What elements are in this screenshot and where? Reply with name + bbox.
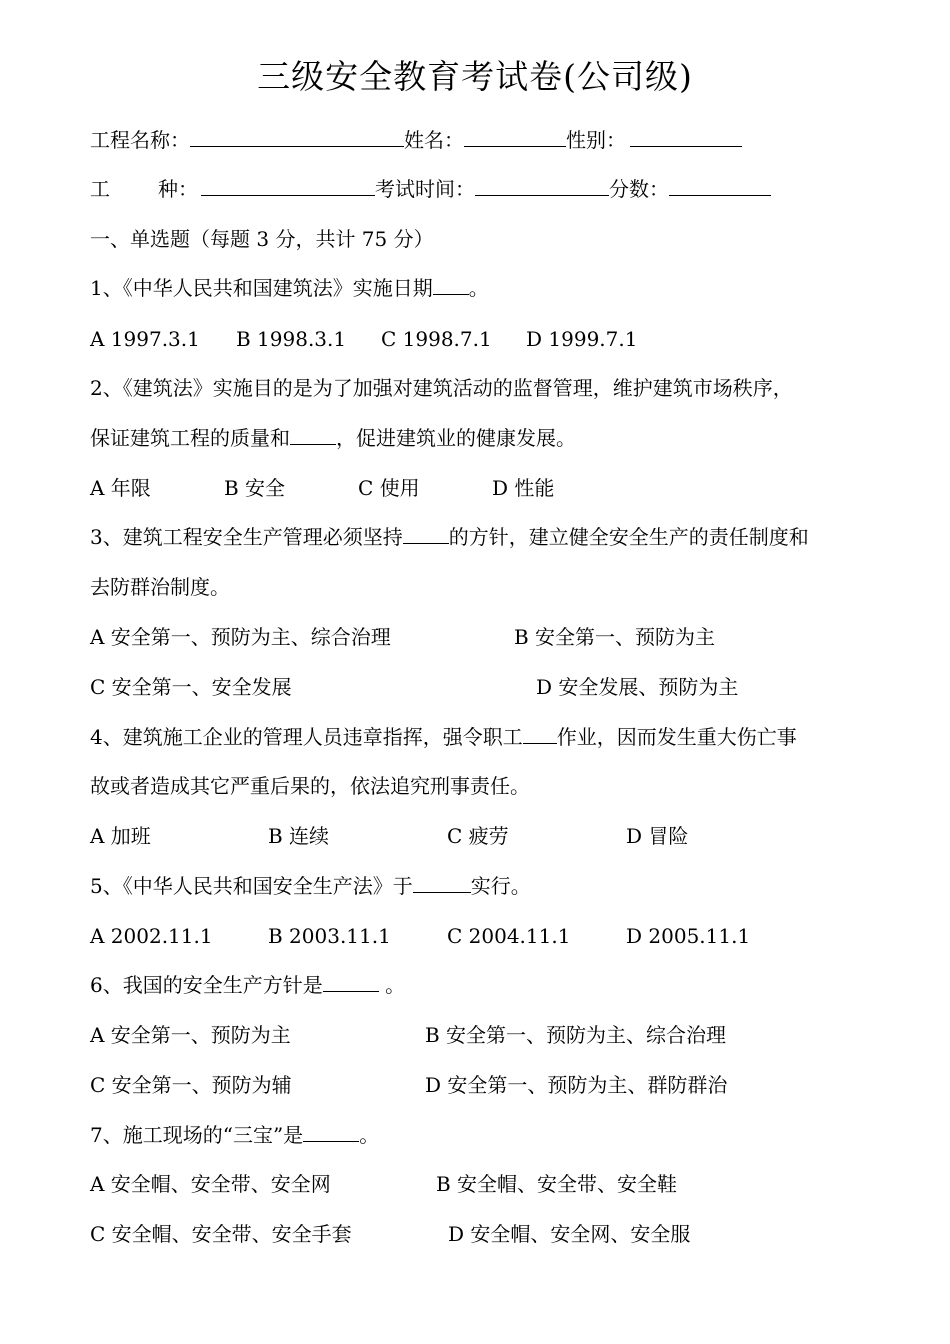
question-2-text: 保证建筑工程的质量和 bbox=[90, 426, 290, 450]
option-b[interactable]: B 安全帽、安全带、安全鞋 bbox=[436, 1172, 678, 1196]
question-5-text: 5、《中华人民共和国安全生产法》于 bbox=[90, 874, 413, 898]
question-5-end: 实行。 bbox=[470, 874, 531, 898]
option-b[interactable]: B 1998.3.1 bbox=[236, 327, 347, 351]
question-5 bbox=[90, 874, 531, 898]
question-1 bbox=[90, 276, 489, 300]
option-c[interactable]: C 安全帽、安全带、安全手套 bbox=[90, 1222, 352, 1246]
question-6 bbox=[90, 973, 405, 997]
option-b[interactable]: B 2003.11.1 bbox=[268, 924, 391, 948]
question-1-end: 。 bbox=[468, 276, 489, 300]
question-4 bbox=[90, 725, 797, 749]
question-3-text: 3、建筑工程安全生产管理必须坚持 bbox=[90, 525, 403, 549]
option-a[interactable]: A 安全帽、安全带、安全网 bbox=[90, 1172, 331, 1196]
score-label: 分数： bbox=[609, 177, 669, 201]
exam-time-blank[interactable] bbox=[475, 177, 609, 196]
question-3-text-2: 的方针，建立健全安全生产的责任制度和 bbox=[448, 525, 809, 549]
question-2-end: ，促进建筑业的健康发展。 bbox=[336, 426, 576, 450]
question-6-text: 6、我国的安全生产方针是 bbox=[90, 973, 323, 997]
question-1-blank[interactable] bbox=[433, 276, 469, 295]
gender-label: 性别： bbox=[566, 128, 626, 152]
name-label: 姓名： bbox=[404, 128, 464, 152]
project-name-blank[interactable] bbox=[190, 128, 404, 147]
option-b[interactable]: B 安全第一、预防为主、综合治理 bbox=[425, 1023, 727, 1047]
question-5-blank[interactable] bbox=[413, 874, 471, 893]
option-c[interactable]: C 安全第一、预防为辅 bbox=[90, 1073, 292, 1097]
option-c[interactable]: C 疲劳 bbox=[447, 824, 509, 848]
question-2-line-2 bbox=[90, 426, 576, 450]
work-type-label-a: 工 bbox=[90, 177, 110, 201]
option-c[interactable]: C 安全第一、安全发展 bbox=[90, 675, 292, 699]
option-a[interactable]: A 安全第一、预防为主 bbox=[90, 1023, 291, 1047]
option-d[interactable]: D 2005.11.1 bbox=[626, 924, 751, 948]
question-7-end: 。 bbox=[359, 1123, 380, 1147]
option-c[interactable]: C 使用 bbox=[358, 476, 420, 500]
question-4-text-2: 作业，因而发生重大伤亡事 bbox=[556, 725, 797, 749]
option-a[interactable]: A 加班 bbox=[90, 824, 151, 848]
question-1-text: 1、《中华人民共和国建筑法》实施日期 bbox=[90, 276, 433, 300]
option-c[interactable]: C 2004.11.1 bbox=[447, 924, 571, 948]
name-blank[interactable] bbox=[464, 128, 566, 147]
question-6-blank[interactable] bbox=[323, 973, 379, 992]
option-d[interactable]: D 安全发展、预防为主 bbox=[536, 675, 739, 699]
question-4-line-2: 故或者造成其它严重后果的，依法追究刑事责任。 bbox=[90, 774, 530, 798]
question-4-blank[interactable] bbox=[523, 725, 557, 744]
question-7-blank[interactable] bbox=[303, 1123, 359, 1142]
option-d[interactable]: D 安全帽、安全网、安全服 bbox=[448, 1222, 691, 1246]
project-name-label: 工程名称： bbox=[90, 128, 190, 152]
work-type-label-b: 种： bbox=[158, 177, 198, 201]
question-4-text: 4、建筑施工企业的管理人员违章指挥，强令职工 bbox=[90, 725, 523, 749]
gender-blank[interactable] bbox=[630, 128, 742, 147]
option-b[interactable]: B 安全第一、预防为主 bbox=[514, 625, 716, 649]
option-a[interactable]: A 安全第一、预防为主、综合治理 bbox=[90, 625, 391, 649]
question-6-end: 。 bbox=[378, 973, 406, 997]
exam-time-label: 考试时间： bbox=[375, 177, 475, 201]
header-row-2 bbox=[90, 177, 771, 201]
option-d[interactable]: D 冒险 bbox=[626, 824, 689, 848]
question-3 bbox=[90, 525, 809, 549]
score-blank[interactable] bbox=[669, 177, 771, 196]
option-b[interactable]: B 安全 bbox=[224, 476, 286, 500]
section-heading: 一、单选题（每题 3 分，共计 75 分） bbox=[90, 227, 434, 251]
work-type-blank[interactable] bbox=[201, 177, 375, 196]
question-3-blank[interactable] bbox=[403, 525, 449, 544]
option-d[interactable]: D 性能 bbox=[492, 476, 555, 500]
option-d[interactable]: D 1999.7.1 bbox=[526, 327, 638, 351]
option-a[interactable]: A 年限 bbox=[90, 476, 151, 500]
question-2: 2、《建筑法》实施目的是为了加强对建筑活动的监督管理，维护建筑市场秩序， bbox=[90, 376, 793, 400]
header-row-1 bbox=[90, 128, 742, 152]
option-b[interactable]: B 连续 bbox=[268, 824, 330, 848]
option-c[interactable]: C 1998.7.1 bbox=[381, 327, 492, 351]
question-2-blank[interactable] bbox=[290, 426, 336, 445]
option-a[interactable]: A 2002.11.1 bbox=[90, 924, 213, 948]
option-d[interactable]: D 安全第一、预防为主、群防群治 bbox=[425, 1073, 728, 1097]
question-7-text: 7、施工现场的“三宝”是 bbox=[90, 1123, 304, 1147]
question-3-line-2: 去防群治制度。 bbox=[90, 575, 230, 599]
option-a[interactable]: A 1997.3.1 bbox=[90, 327, 200, 351]
page-title: 三级安全教育考试卷(公司级) bbox=[257, 57, 693, 96]
question-7 bbox=[90, 1123, 379, 1147]
